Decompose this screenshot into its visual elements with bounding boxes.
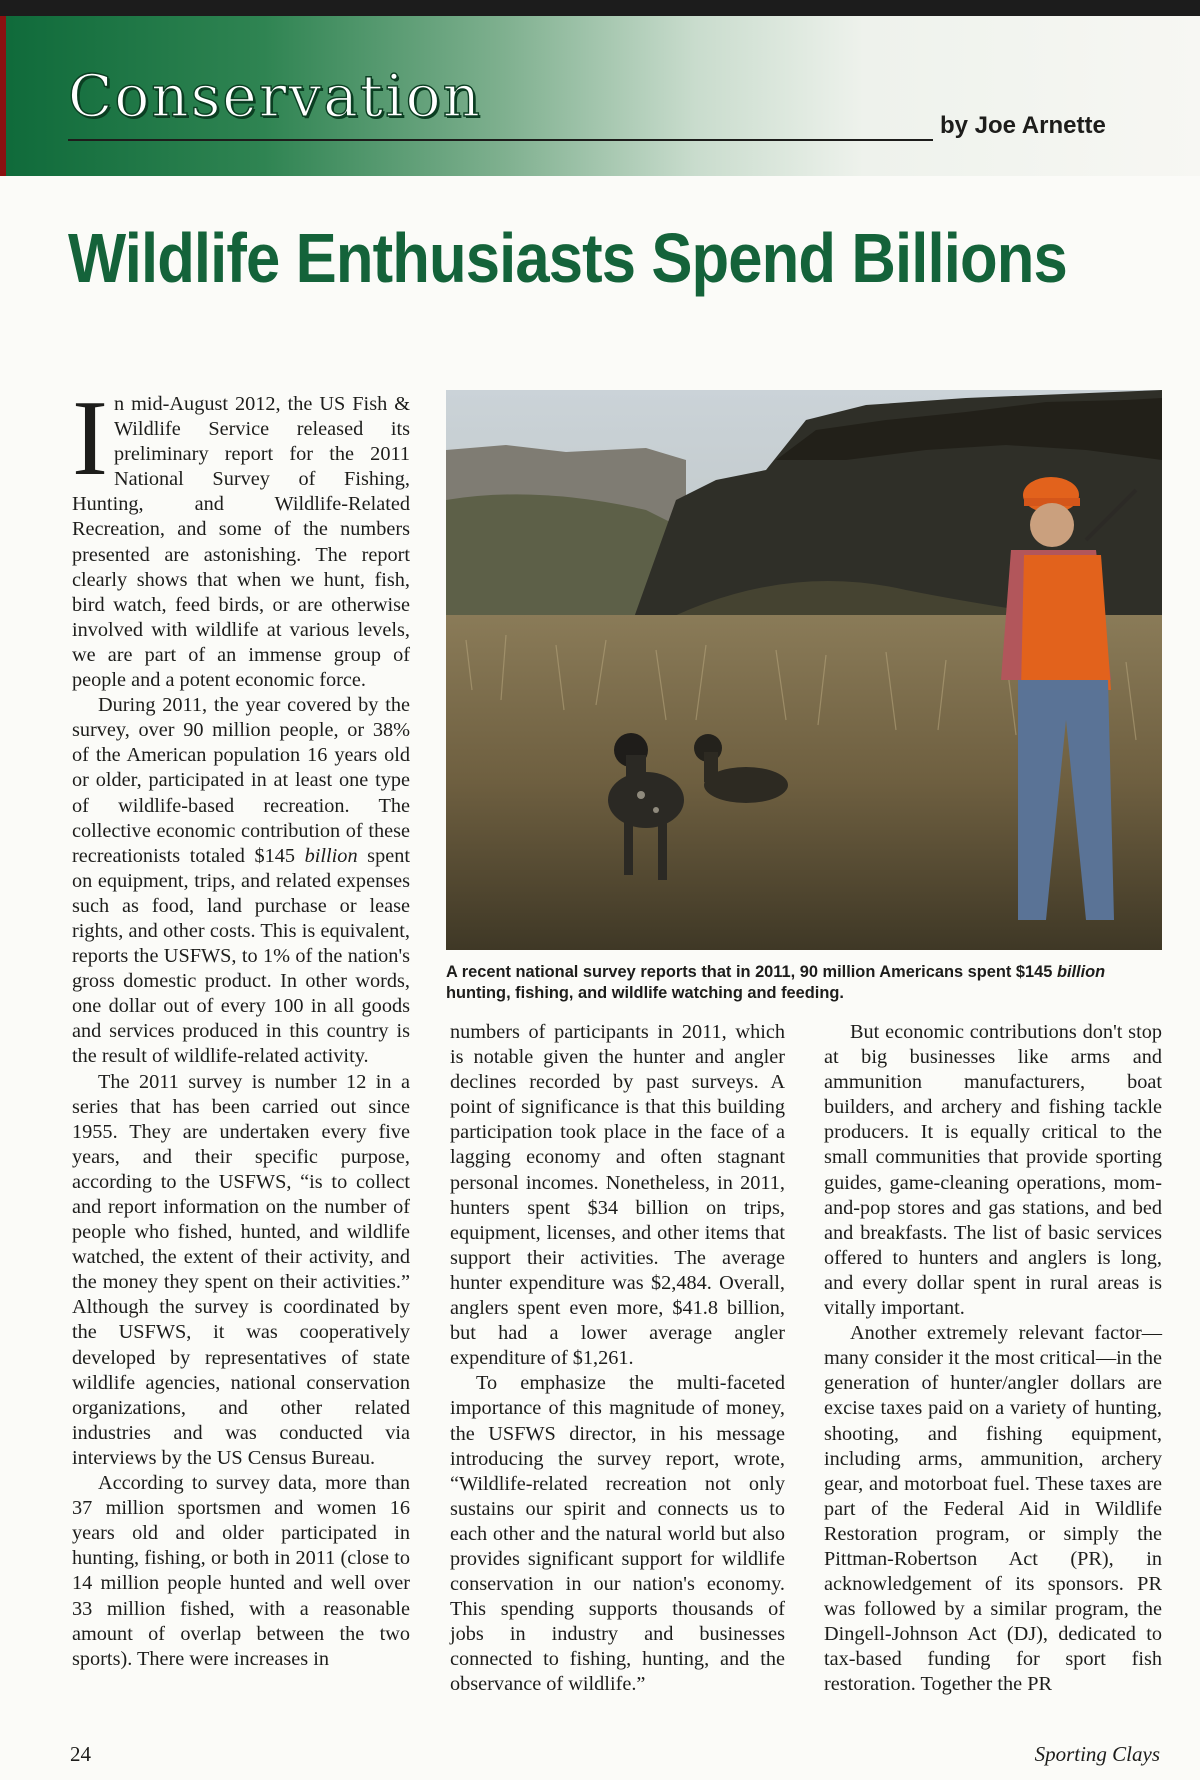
caption-emphasis: billion: [1056, 963, 1106, 981]
page-number: 24: [70, 1742, 91, 1766]
caption-text: A recent national survey reports that in 2011, 90 million Americans spent $145: [446, 963, 1057, 981]
top-edge-strip: [0, 0, 1200, 16]
paragraph: To emphasize the multi-faceted importance of this magnitude of money, the USFWS director, in his message introducing the survey report, wrote, “Wildlife-related recreation not only sustains our spirit and connects us to each other and the natural world but also provides significant support for wildlife conservation in our nation's economy. This spending supports thousands of jobs in industry and businesses connected to fishing, hunting, and the observance of wildlife.”: [450, 1372, 785, 1696]
paragraph: Another extremely relevant factor—many consider it the most critical—in the generation of hunter/angler dollars are excise taxes paid on a variety of hunting, shooting, and fishing equipment, including arms, ammunition, archery gear, and motorboat fuel. These taxes are part of the Federal Aid in Wildlife Restoration program, or simply the Pittman-Robertson Act (PR), in acknowledgement of its sponsors. PR was followed by a similar program, the Dingell-Johnson Act (DJ), dedicated to tax-based funding for sport fish restoration. Together the PR: [824, 1322, 1162, 1696]
byline: by Joe Arnette: [940, 112, 1106, 139]
emphasis-text: billion: [304, 844, 358, 867]
section-title: Conservation: [68, 62, 482, 130]
caption-text: hunting, fishing, and wildlife watching and feeding.: [446, 984, 844, 1002]
article-headline: Wildlife Enthusiasts Spend Billions: [68, 219, 1067, 297]
paragraph: [72, 379, 410, 693]
paragraph: numbers of participants in 2011, which is notable given the hunter and angler declines recorded by past surveys. A point of significance is that this building participation took place in the face of a lagging economy and often stagnant personal incomes. Nonetheless, in 2011, hunters spent $34 billion on trips, equipment, licenses, and other items that support their activities. The average hunter expenditure was $2,484. Overall, anglers spent even more, $41.8 billion, but had a lower average angler expenditure of $1,261.: [450, 1021, 785, 1370]
paragraph: The 2011 survey is number 12 in a series that has been carried out since 1955. They are undertaken every five years, and their specific purpose, according to the USFWS, “is to collect and report information on the number of people who fished, hunted, and wildlife watched, the extent of their activity, and the money they spent on their activities.” Although the survey is coordinated by the USFWS, it was cooperatively developed by representatives of state wildlife agencies, national conservation organizations, and other related industries and was conducted via interviews by the US Census Bureau.: [72, 1070, 410, 1469]
magazine-name: Sporting Clays: [1034, 1742, 1160, 1766]
article-column-2: [450, 1020, 785, 1698]
paragraph-text: spent on equipment, trips, and related expenses such as food, land purchase or lease rights, and other costs. This is equivalent, reports the USFWS, to 1% of the nation's gross domestic product. In other words, one dollar out of every 100 in all goods and services produced in this country is the result of wildlife-related activity.: [72, 844, 410, 1068]
banner-edge: [0, 16, 6, 176]
paragraph: According to survey data, more than 37 million sportsmen and women 16 years old and older participated in hunting, fishing, or both in 2011 (close to 14 million people hunted and well over 33 million fished, with a reasonable amount of overlap between the two sports). There were increases in: [72, 1472, 410, 1670]
paragraph: But economic contributions don't stop at big businesses like arms and ammunition manufacturers, boat builders, and archery and fishing tackle producers. It is equally critical to the small communities that provide sporting guides, game-cleaning operations, mom-and-pop stores and gas stations, and bed and breakfasts. The list of basic services offered to hunters and anglers is long, and every dollar spent in rural areas is vitally important.: [824, 1021, 1162, 1320]
paragraph-text: n mid-August 2012, the US Fish & Wildlife Service released its preliminary report for the 2011 National Survey of Fishing, Hunting, and Wildlife-Related Recreation, and some of the numbers presented are astonishing. The report clearly shows that when we hunt, fish, bird watch, feed birds, or are otherwise involved with wildlife at various levels, we are part of an immense group of people and a potent economic force.: [72, 393, 410, 692]
banner-rule: [68, 139, 933, 141]
article-column-1: [72, 379, 410, 1672]
drop-cap: I: [72, 379, 108, 498]
photo-caption: [446, 962, 1162, 1004]
hunting-photo: [446, 390, 1162, 950]
article-column-3: [824, 1020, 1162, 1698]
paragraph-text: During 2011, the year covered by the survey, over 90 million people, or 38% of the American population 16 years old or older, participated in at least one type of wildlife-based recreation. The collective economic contribution of these recreationists totaled $145: [72, 694, 410, 867]
paragraph: [72, 693, 410, 1069]
